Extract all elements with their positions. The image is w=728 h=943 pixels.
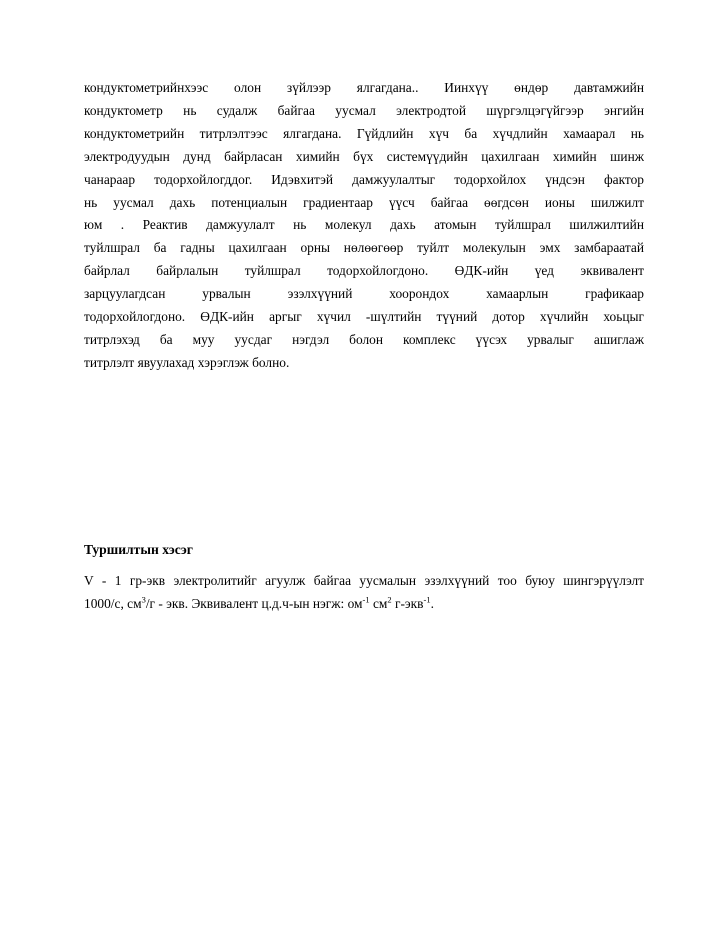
paragraph-line: тодорхойлогдоно. ӨДК-ийн аргыг хүчил -шүлтийн түүний дотор хүчлийн хоьцыг [84,309,644,325]
paragraph-line: нь уусмал дахь потенциалын градиентаар үүсч байгаа өөгдсөн ионы шилжилт [84,194,644,210]
formula-text: /г - экв. Эквивалент ц.д.ч-ын нэгж: ом [145,595,363,611]
superscript: -1 [362,594,370,605]
paragraph-line: титрлэхэд ба муу уусдаг нэгдэл болон комплекс үүсэх урвалыг ашиглаж [84,331,644,347]
body-paragraph [84,77,644,375]
paragraph-line: кондуктометрийн титрлэлтээс ялгагдана. Гүйдлийн хүч ба хүчдлийн хамаарал нь [84,125,644,141]
formula-text: . [430,595,434,611]
paragraph-line: титрлэлт явуулахад хэрэглэж болно. [84,354,290,370]
section-paragraph [84,570,644,616]
formula-text: см [369,595,388,611]
formula-line [84,593,644,616]
superscript: 3 [141,594,146,605]
formula-text: 1000/с, см [84,595,142,611]
paragraph-line: электродуудын дунд байрласан химийн бүх системүүдийн цахилгаан химийн шинж [84,148,644,164]
paragraph-line: кондуктометрийнхээс олон зүйлээр ялгагдана.. Иинхүү өндөр давтамжийн [84,80,644,95]
paragraph-line: юм . Реактив дамжуулалт нь молекул дахь атомын туйлшрал шилжилтийн [84,217,644,233]
paragraph-line: зарцуулагдсан урвалын эзэлхүүний хоорондох хамаарлын графикаар [84,286,644,302]
paragraph-line: V - 1 гр-экв электролитийг агуулж байгаа уусмалын эзэлхүүний тоо буюу шингэрүүлэлт [84,573,644,588]
superscript: 2 [387,594,392,605]
superscript: -1 [423,594,431,605]
paragraph-line: кондуктометр нь судалж байгаа уусмал электродтой шүргэлцэгүйгээр энгийн [84,102,644,118]
paragraph-line: туйлшрал ба гадны цахилгаан орны нөлөөгөөр туйлт молекулын эмх замбараатай [84,240,644,256]
section-heading: Туршилтын хэсэг [84,542,193,557]
paragraph-line: байрлал байрлалын туйлшрал тодорхойлогдоно. ӨДК-ийн үед эквивалент [84,263,644,279]
paragraph-line: чанараар тодорхойлогддог. Идэвхитэй дамжуулалтыг тодорхойлох үндсэн фактор [84,171,644,187]
formula-text: г-экв [391,595,424,611]
